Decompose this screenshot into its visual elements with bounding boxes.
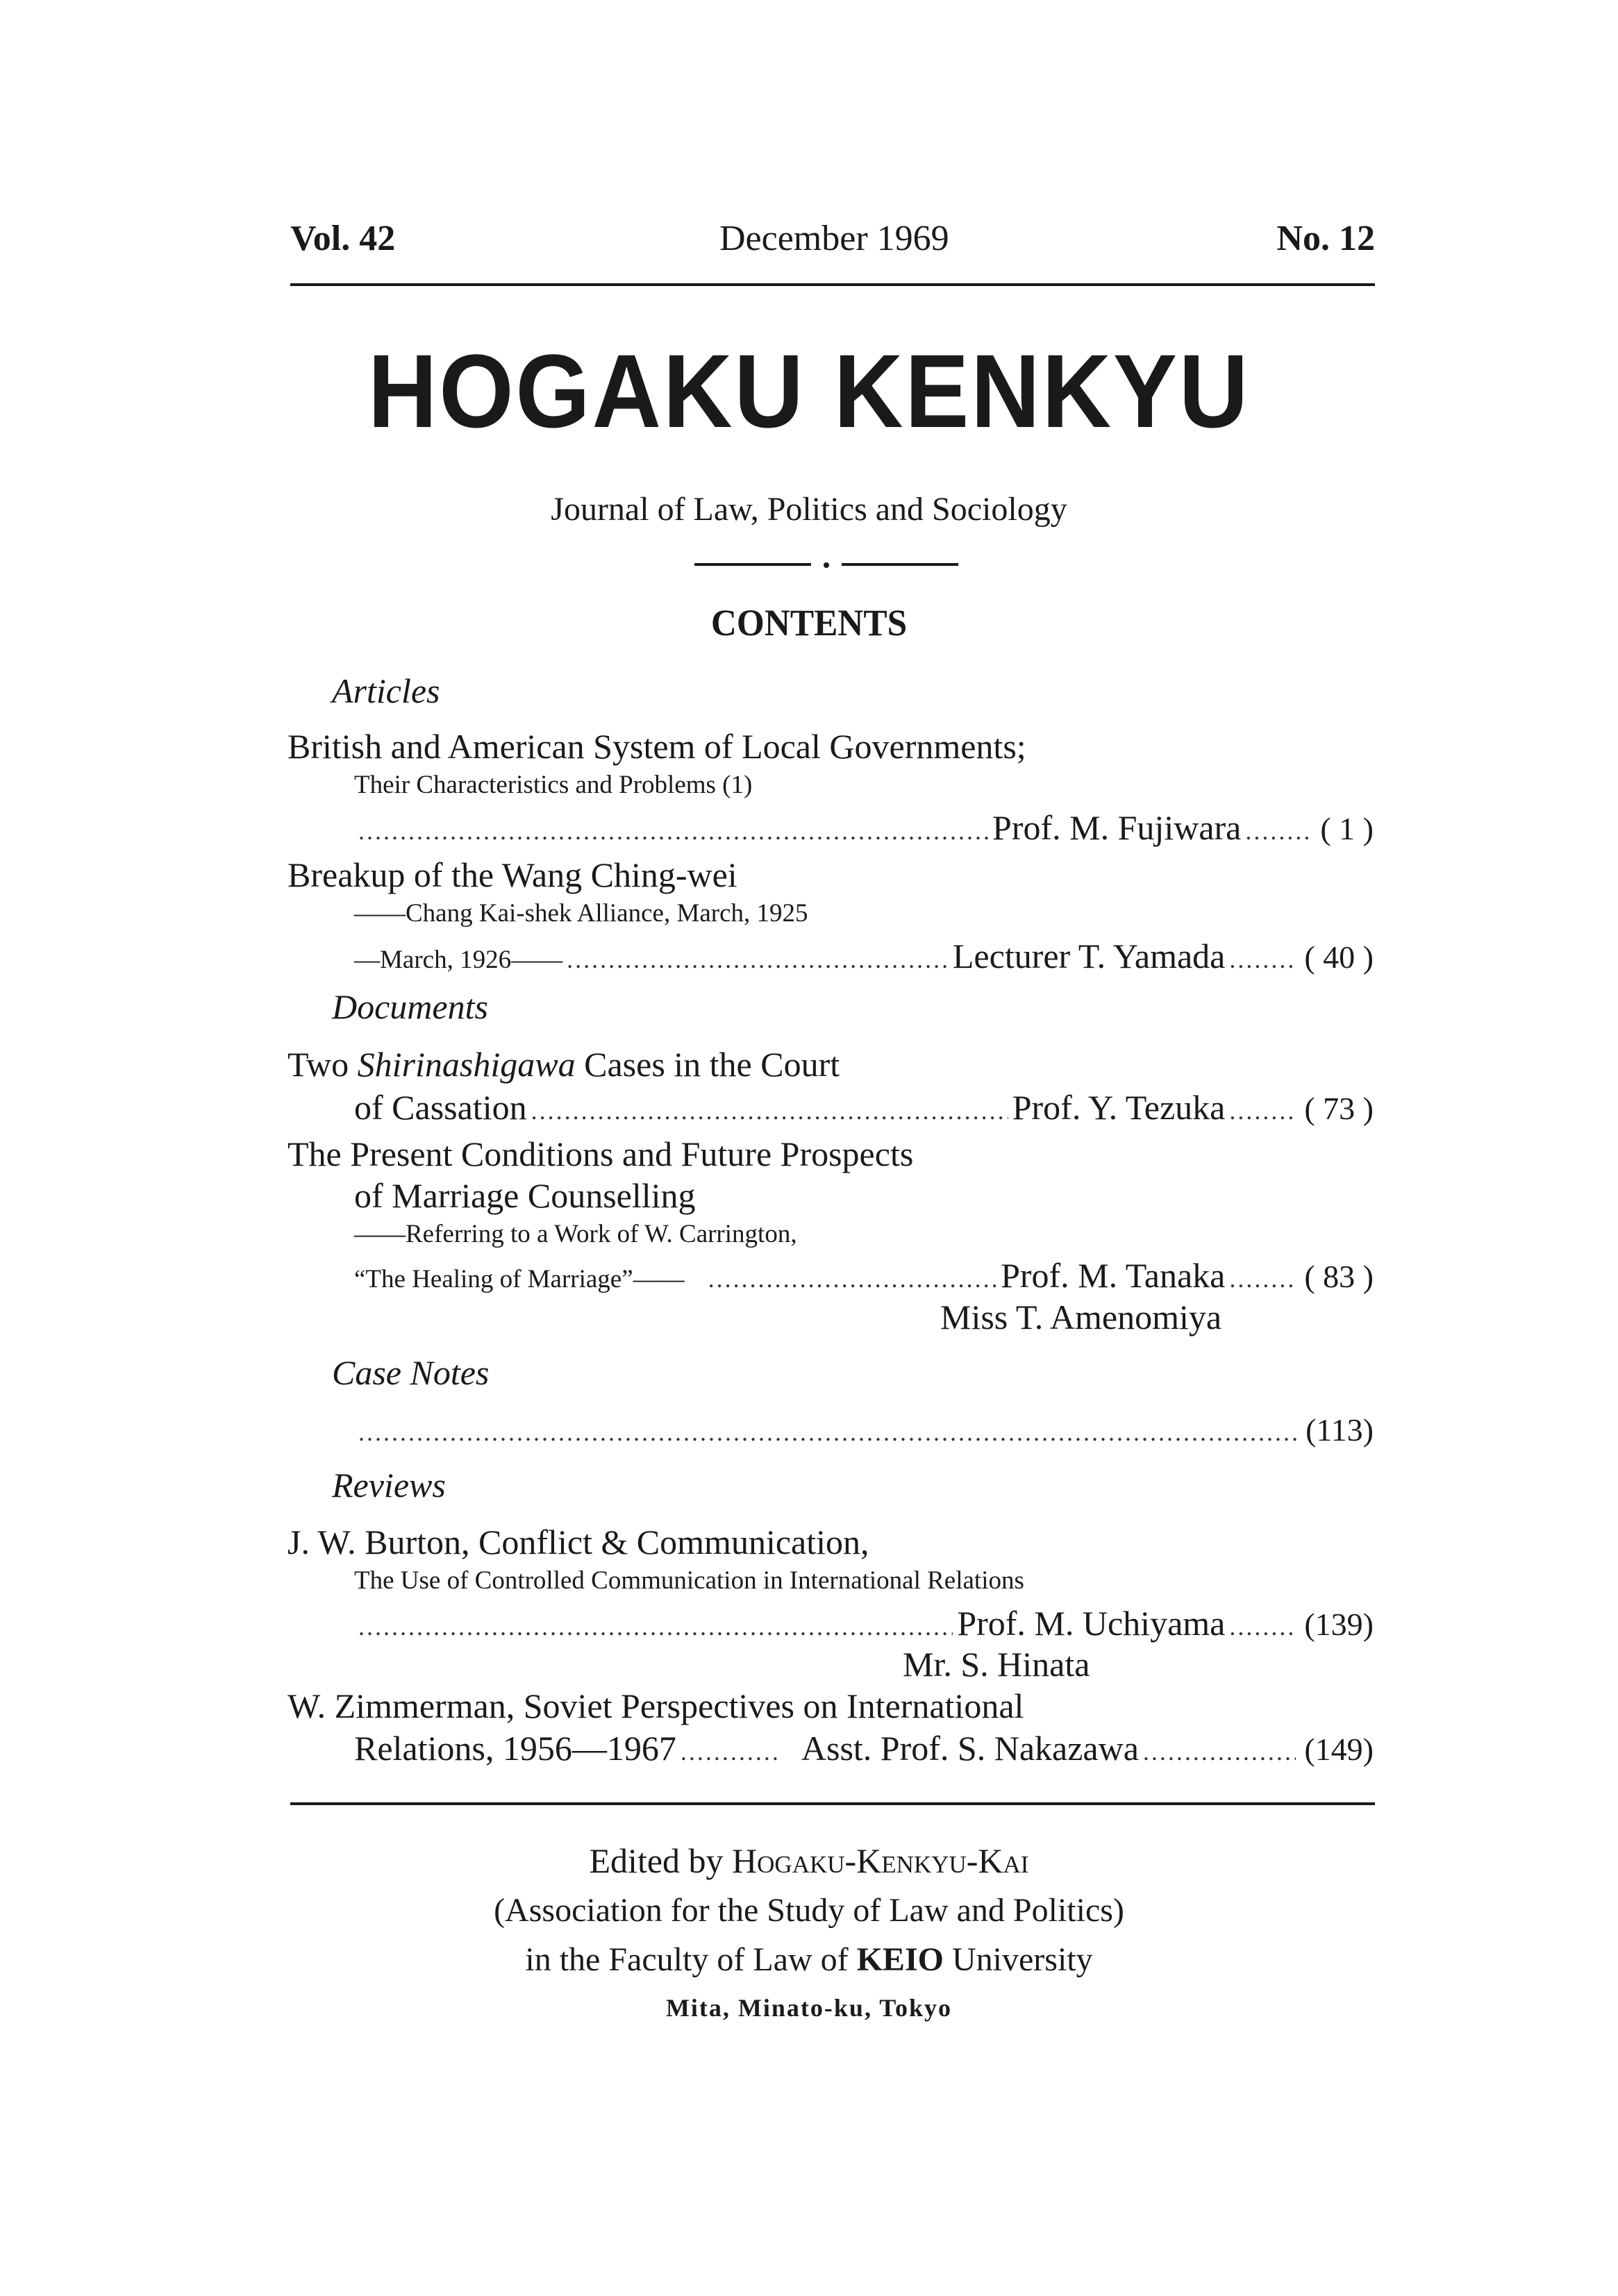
dot-leader [567,947,949,972]
section-documents: Documents [332,987,488,1026]
section-reviews: Reviews [332,1466,446,1505]
review-1-title: J. W. Burton, Conflict & Communication, [287,1523,869,1561]
review-1-page: (139) [1304,1607,1374,1642]
dot-leader [1229,1614,1296,1639]
ornament-divider [694,561,958,568]
review-1-author: Prof. M. Uchiyama [957,1604,1226,1643]
document-2-subtitle-end: “The Healing of Marriage”—— [354,1265,685,1293]
document-2-subtitle: ——Referring to a Work of W. Carrington, [354,1220,797,1248]
dot-leader [1245,819,1312,844]
section-articles: Articles [332,671,440,710]
association-line: (Association for the Study of Law and Politics) [494,1892,1124,1929]
document-2-title-cont: of Marriage Counselling [354,1176,696,1215]
article-1-author: Prof. M. Fujiwara [992,808,1242,847]
editor-name: Hogaku-Kenkyu-Kai [732,1841,1029,1880]
dot-leader [708,1266,996,1291]
dot-leader [358,1614,953,1639]
review-1-leader [354,1606,1374,1641]
issue-date: December 1969 [719,219,949,258]
dot-leader [1229,947,1296,972]
article-2-page: ( 40 ) [1304,939,1374,975]
dot-leader [681,1739,778,1764]
journal-subtitle: Journal of Law, Politics and Sociology [551,491,1067,528]
dot-leader [531,1098,1008,1123]
contents-heading: CONTENTS [710,602,908,644]
dot-leader [1229,1266,1296,1291]
document-2-leader [354,1258,1374,1293]
review-2-title: W. Zimmerman, Soviet Perspectives on International [287,1686,1024,1725]
section-case-notes: Case Notes [332,1353,490,1392]
issue-number: No. 12 [1276,219,1375,258]
article-1-page: ( 1 ) [1320,811,1374,846]
document-1-title-end: of Cassation [354,1088,527,1127]
faculty-line: in the Faculty of Law of KEIO University [525,1941,1093,1978]
article-2-subtitle-end: —March, 1926—— [354,946,563,974]
bottom-rule [290,1802,1375,1805]
document-2-title: The Present Conditions and Future Prospects [287,1134,914,1173]
university-name: KEIO [856,1941,944,1978]
review-2-leader [354,1731,1374,1766]
article-1-subtitle: Their Characteristics and Problems (1) [354,771,753,799]
journal-title: HOGAKU KENKYU [367,333,1251,449]
address-line: Mita, Minato-ku, Tokyo [665,1994,953,2022]
review-1-subtitle: The Use of Controlled Communication in International Relations [354,1566,1024,1595]
case-notes-page: (113) [1306,1412,1374,1448]
article-2-author: Lecturer T. Yamada [952,937,1226,975]
document-1-leader [354,1090,1374,1125]
document-2-page: ( 83 ) [1304,1259,1374,1294]
dot-leader [358,1420,1297,1445]
document-1-title: Two Shirinashigawa Cases in the Court [287,1045,840,1084]
article-2-leader [354,939,1374,973]
review-2-title-end: Relations, 1956—1967 [354,1729,676,1768]
document-1-page: ( 73 ) [1304,1091,1374,1126]
document-1-case-name: Shirinashigawa [357,1045,576,1084]
editor-line: Edited by Hogaku-Kenkyu-Kai [589,1841,1029,1880]
review-2-author: Asst. Prof. S. Nakazawa [801,1729,1139,1768]
article-2-subtitle: ——Chang Kai-shek Alliance, March, 1925 [354,899,808,928]
dot-leader [358,819,988,844]
case-notes-leader [354,1414,1374,1446]
review-1-co-author: Mr. S. Hinata [903,1645,1090,1684]
review-2-page: (149) [1304,1732,1374,1767]
top-rule [290,283,1375,286]
article-2-title: Breakup of the Wang Ching-wei [287,855,737,894]
dot-leader [1143,1739,1296,1764]
dot-leader [1229,1098,1296,1123]
article-1-leader [354,810,1374,845]
document-1-author: Prof. Y. Tezuka [1012,1088,1226,1127]
article-1-title: British and American System of Local Governments; [287,727,1026,766]
document-2-author: Prof. M. Tanaka [1001,1256,1226,1295]
document-2-co-author: Miss T. Amenomiya [940,1298,1222,1336]
volume-number: Vol. 42 [290,219,396,258]
